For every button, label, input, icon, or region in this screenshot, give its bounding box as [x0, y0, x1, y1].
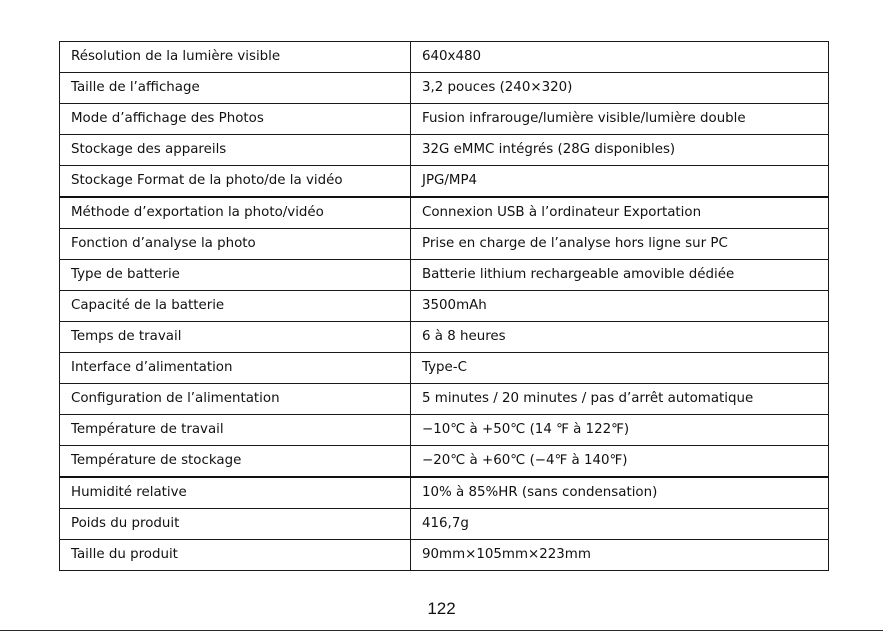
spec-label: Type de batterie	[60, 260, 411, 291]
spec-label: Poids du produit	[60, 509, 411, 540]
table-row	[60, 42, 829, 73]
table-row	[60, 135, 829, 166]
spec-label: Température de travail	[60, 415, 411, 446]
spec-value: 640x480	[411, 42, 829, 73]
spec-value: 32G eMMC intégrés (28G disponibles)	[411, 135, 829, 166]
spec-label: Fonction d’analyse la photo	[60, 229, 411, 260]
footer-divider	[0, 630, 883, 631]
table-row	[60, 322, 829, 353]
spec-label: Méthode d’exportation la photo/vidéo	[60, 197, 411, 229]
table-row	[60, 229, 829, 260]
spec-label: Interface d’alimentation	[60, 353, 411, 384]
table-row	[60, 260, 829, 291]
table-row	[60, 291, 829, 322]
table-row	[60, 197, 829, 229]
spec-value: −10℃ à +50℃ (14 ℉ à 122℉)	[411, 415, 829, 446]
spec-label: Résolution de la lumière visible	[60, 42, 411, 73]
spec-value: Connexion USB à l’ordinateur Exportation	[411, 197, 829, 229]
spec-label: Temps de travail	[60, 322, 411, 353]
spec-label: Mode d’affichage des Photos	[60, 104, 411, 135]
spec-value: 90mm×105mm×223mm	[411, 540, 829, 571]
table-row	[60, 415, 829, 446]
spec-label: Température de stockage	[60, 446, 411, 478]
table-row	[60, 477, 829, 509]
spec-label: Capacité de la batterie	[60, 291, 411, 322]
table-row	[60, 384, 829, 415]
spec-value: JPG/MP4	[411, 166, 829, 198]
spec-value: 6 à 8 heures	[411, 322, 829, 353]
spec-value: −20℃ à +60℃ (−4℉ à 140℉)	[411, 446, 829, 478]
specifications-table	[59, 41, 829, 571]
spec-label: Humidité relative	[60, 477, 411, 509]
spec-value: 10% à 85%HR (sans condensation)	[411, 477, 829, 509]
spec-value: Type-C	[411, 353, 829, 384]
spec-label: Taille de l’affichage	[60, 73, 411, 104]
spec-label: Configuration de l’alimentation	[60, 384, 411, 415]
spec-label: Stockage Format de la photo/de la vidéo	[60, 166, 411, 198]
table-row	[60, 104, 829, 135]
table-row	[60, 353, 829, 384]
spec-label: Taille du produit	[60, 540, 411, 571]
spec-value: Prise en charge de l’analyse hors ligne sur PC	[411, 229, 829, 260]
spec-value: 3500mAh	[411, 291, 829, 322]
spec-value: Fusion infrarouge/lumière visible/lumière double	[411, 104, 829, 135]
table-row	[60, 509, 829, 540]
table-row	[60, 166, 829, 198]
table-row	[60, 540, 829, 571]
table-row	[60, 73, 829, 104]
spec-value: 3,2 pouces (240×320)	[411, 73, 829, 104]
spec-label: Stockage des appareils	[60, 135, 411, 166]
spec-value: 5 minutes / 20 minutes / pas d’arrêt automatique	[411, 384, 829, 415]
table-row	[60, 446, 829, 478]
spec-value: 416,7g	[411, 509, 829, 540]
page-number: 122	[427, 599, 456, 618]
spec-value: Batterie lithium rechargeable amovible dédiée	[411, 260, 829, 291]
